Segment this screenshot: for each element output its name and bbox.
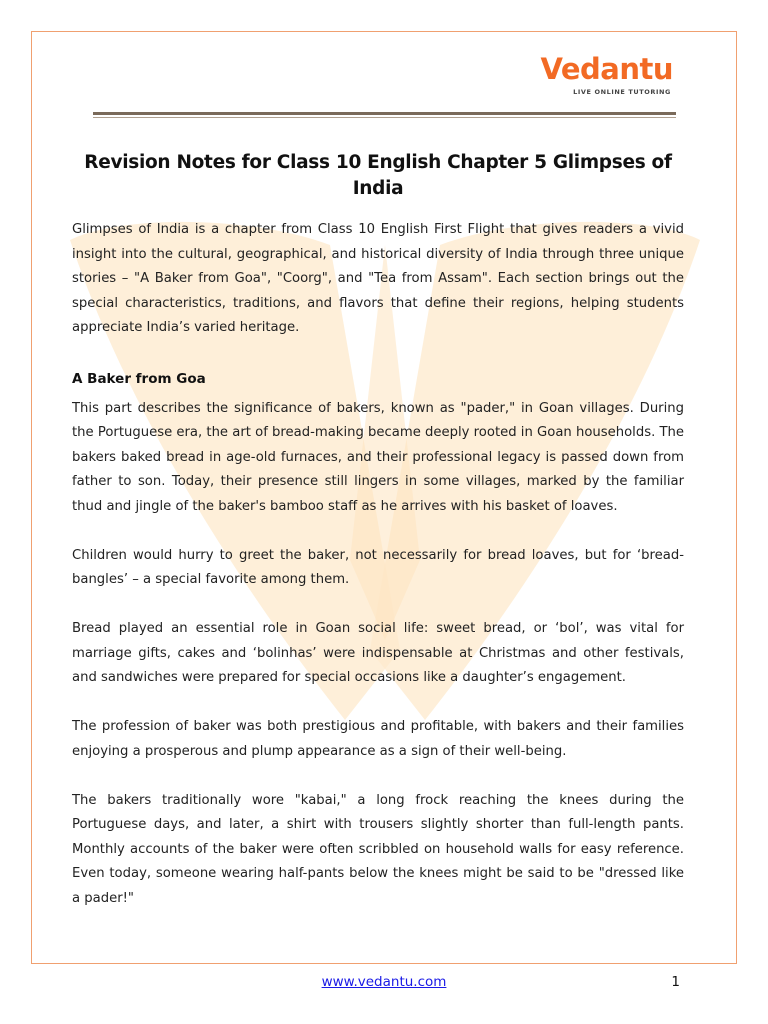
logo-wordmark: Vedantu — [540, 52, 673, 86]
header-divider-thin — [93, 117, 676, 118]
intro-paragraph: Glimpses of India is a chapter from Class 10 English First Flight that gives readers a vivid insight into the cultural, geographical, and historical diversity of India through three unique stories – "A Baker from Goa", "Coorg", and "Tea from Assam". Each section brings out the special characteristics, traditions, and flavors that define their regions, helping students appreciate India’s varied heritage. — [72, 222, 684, 335]
paragraph-pader: This part describes the significance of bakers, known as "pader," in Goan villages. During the Portuguese era, the art of bread-making became deeply rooted in Goan households. The bakers baked bread in age-old furnaces, and their professional legacy is passed down from father to son. Today, their presence still lingers in some villages, marked by the familiar thud and jingle of the baker's bamboo staff as he arrives with his basket of loaves. — [72, 400, 684, 514]
logo-tagline: LIVE ONLINE TUTORING — [573, 88, 671, 96]
paragraph-bread-social: Bread played an essential role in Goan social life: sweet bread, or ‘bol’, was vital for marriage gifts, cakes and ‘bolinhas’ were indispensable at Christmas and other festivals, and sandwiches were prepared for special occasions like a daughter’s engagement. — [72, 621, 684, 685]
paragraph-profession: The profession of baker was both prestigious and profitable, with bakers and their families enjoying a prosperous and plump appearance as a sign of their well-being. — [72, 719, 684, 759]
footer-website-link[interactable]: www.vedantu.com — [321, 974, 447, 990]
paragraph-attire: The bakers traditionally wore "kabai," a long frock reaching the knees during the Portuguese days, and later, a shirt with trousers slightly shorter than full-length pants. Monthly accounts of the baker were often scribbled on household walls for easy reference. Even today, someone wearing half-pants below the knees might be said to be "dressed like a pader!" — [72, 792, 684, 906]
section-heading: A Baker from Goa — [72, 370, 206, 387]
paragraph-children: Children would hurry to greet the baker, not necessarily for bread loaves, but for ‘bread-bangles’ – a special favorite among them. — [72, 547, 684, 587]
document-title: Revision Notes for Class 10 English Chapter 5 Glimpses of India — [84, 152, 672, 199]
document-body — [72, 150, 684, 911]
header-divider — [93, 112, 676, 115]
page-number: 1 — [671, 974, 680, 990]
vedantu-logo — [540, 52, 673, 100]
